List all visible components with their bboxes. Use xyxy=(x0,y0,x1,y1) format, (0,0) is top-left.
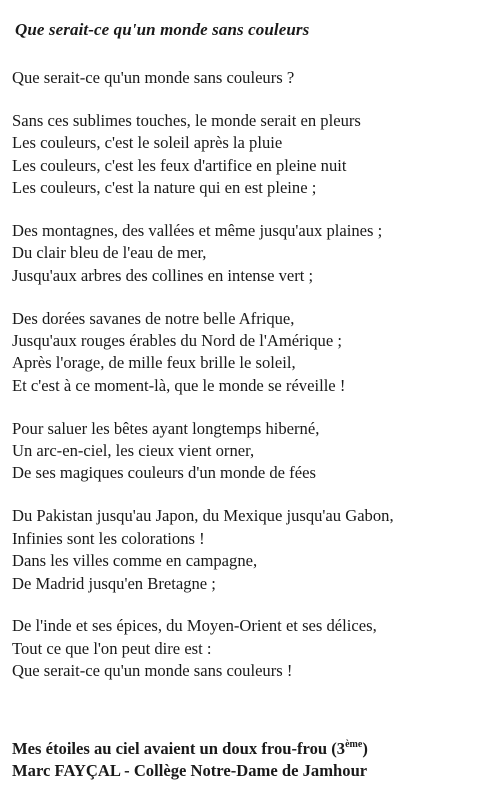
poem-line: Infinies sont les colorations ! xyxy=(12,528,205,548)
poem-line: Sans ces sublimes touches, le monde serait en pleurs xyxy=(12,110,361,130)
stanza xyxy=(12,67,488,89)
stanza xyxy=(12,220,488,287)
poem-line: Pour saluer les bêtes ayant longtemps hiberné, xyxy=(12,418,320,438)
poem-line: Dans les villes comme en campagne, xyxy=(12,551,258,571)
stanza-gap xyxy=(12,485,488,506)
stanza xyxy=(12,615,488,682)
poem-line: Du clair bleu de l'eau de mer, xyxy=(12,243,207,263)
poem-line: Les couleurs, c'est le soleil après la pluie xyxy=(12,133,283,153)
poem-line: Les couleurs, c'est la nature qui en est pleine ; xyxy=(12,178,317,198)
poem-body xyxy=(12,67,488,683)
poem-line: Jusqu'aux rouges érables du Nord de l'Amérique ; xyxy=(12,331,342,351)
collection-close-paren: ) xyxy=(362,739,368,758)
poem-line: Que serait-ce qu'un monde sans couleurs ! xyxy=(12,661,293,681)
poem-line: Un arc-en-ciel, les cieux vient orner, xyxy=(12,441,255,461)
poem-title: Que serait-ce qu'un monde sans couleurs xyxy=(15,20,310,39)
poem-line: Des dorées savanes de notre belle Afrique, xyxy=(12,308,295,328)
stanza-gap xyxy=(12,397,488,418)
poem-line: Du Pakistan jusqu'au Japon, du Mexique jusqu'au Gabon, xyxy=(12,506,394,526)
stanza-gap xyxy=(12,287,488,308)
stanza xyxy=(12,418,488,485)
poem-line: De Madrid jusqu'en Bretagne ; xyxy=(12,573,216,593)
poem-line: Tout ce que l'on peut dire est : xyxy=(12,638,212,658)
stanza xyxy=(12,505,488,595)
stanza-gap xyxy=(12,595,488,616)
collection-title: Mes étoiles au ciel avaient un doux frou-frou (3 xyxy=(12,739,346,758)
poem-line: Et c'est à ce moment-là, que le monde se réveille ! xyxy=(12,375,346,395)
poem-line: Jusqu'aux arbres des collines en intense vert ; xyxy=(12,265,314,285)
collection-line xyxy=(12,738,368,760)
poem-line: De l'inde et ses épices, du Moyen-Orient et ses délices, xyxy=(12,616,377,636)
poem-line: De ses magiques couleurs d'un monde de fées xyxy=(12,463,316,483)
grade-superscript: ème xyxy=(345,739,363,750)
stanza-gap xyxy=(12,199,488,220)
author-line: Marc FAYÇAL - Collège Notre-Dame de Jamhour xyxy=(12,761,368,780)
poem-line: Après l'orage, de mille feux brille le soleil, xyxy=(12,353,296,373)
poem-line: Des montagnes, des vallées et même jusqu'aux plaines ; xyxy=(12,220,383,240)
poem-line: Que serait-ce qu'un monde sans couleurs ? xyxy=(12,68,295,87)
signature-block xyxy=(12,738,368,782)
stanza-gap xyxy=(12,89,488,110)
stanza xyxy=(12,110,488,200)
poem-line: Les couleurs, c'est les feux d'artifice en pleine nuit xyxy=(12,155,347,175)
stanza xyxy=(12,308,488,398)
